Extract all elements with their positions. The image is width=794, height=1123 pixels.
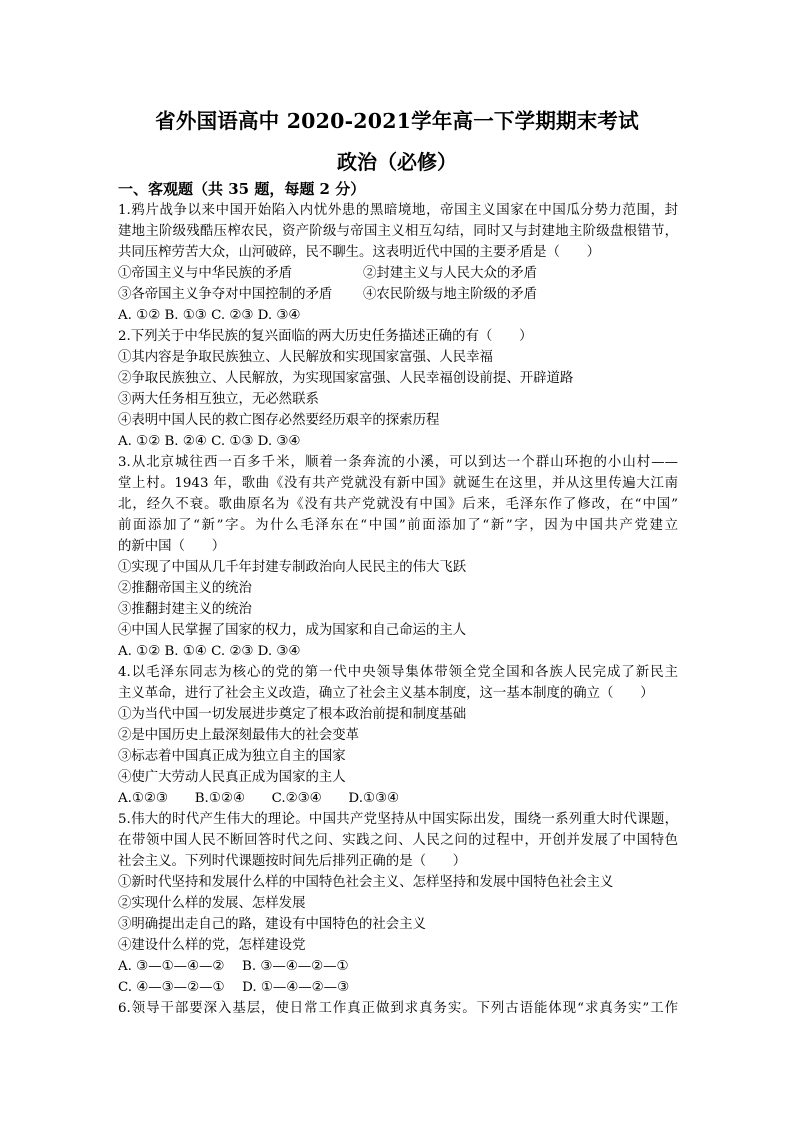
q2-option-3: ③两大任务相互独立，无必然联系 (118, 392, 319, 407)
q2-option-4: ④表明中国人民的救亡图存必然要经历艰辛的探索历程 (118, 413, 440, 428)
q5-answer-choices: C. ④—③—②—① D. ①—④—②—③ (118, 980, 350, 995)
q5-stem-line: 在带领中国人民不断回答时代之问、实践之问、人民之问的过程中，开创并发展了中国特色 (118, 833, 678, 848)
q1-stem-line: 1.鸦片战争以来中国开始陷入内忧外患的黑暗境地，帝国主义国家在中国瓜分势力范围，封 (118, 203, 678, 218)
q3-stem-line: 3.从北京城往西一百多千米，顺着一条奔流的小溪，可以到达一个群山环抱的小山村—— (118, 455, 678, 470)
exam-subtitle: 政治（必修） (337, 150, 457, 174)
q5-option-3: ③明确提出走自己的路，建设有中国特色的社会主义 (118, 917, 426, 932)
q1-options-row (118, 284, 678, 305)
section-heading: 一、客观题（共 35 题，每题 2 分） (118, 180, 366, 198)
q2-answer-choices: A. ①② B. ②④ C. ①③ D. ③④ (118, 434, 301, 449)
q1-answer-choices: A. ①② B. ①③ C. ②③ D. ③④ (118, 308, 301, 323)
q3-stem-line: 堂上村。1943 年，歌曲《没有共产党就没有新中国》就诞生在这里，并从这里传遍大江南 (118, 476, 678, 491)
q1-option-1: ①帝国主义与中华民族的矛盾 (118, 266, 293, 281)
q2-stem-line: 2.下列关于中华民族的复兴面临的两大历史任务描述正确的有（ ） (118, 329, 533, 344)
q1-option-2: ②封建主义与人民大众的矛盾 (363, 266, 538, 281)
q4-option-1: ①为当代中国一切发展进步奠定了根本政治前提和制度基础 (118, 707, 467, 722)
q4-stem-line: 主义革命，进行了社会主义改造，确立了社会主义基本制度，这一基本制度的确立（ ） (118, 686, 654, 701)
q2-option-2: ②争取民族独立、人民解放，为实现国家富强、人民幸福创设前提、开辟道路 (118, 371, 574, 386)
q4-answer-choices: A.①②③ B.①②④ C.②③④ D.①③④ (118, 791, 399, 806)
q5-answer-choices: A. ③—①—④—② B. ③—④—②—① (118, 959, 349, 974)
q1-option-3: ③各帝国主义争夺对中国控制的矛盾 (118, 287, 333, 302)
q3-stem-line: 北，经久不衰。歌曲原名为《没有共产党就没有中国》后来，毛泽东作了修改，在“中国” (118, 497, 678, 512)
q1-options-row (118, 263, 678, 284)
q3-option-3: ③推翻封建主义的统治 (118, 602, 252, 617)
q4-option-2: ②是中国历史上最深刻最伟大的社会变革 (118, 728, 360, 743)
q4-option-3: ③标志着中国真正成为独立自主的国家 (118, 749, 346, 764)
q1-stem-line: 建地主阶级残酷压榨农民，资产阶级与帝国主义相互勾结，同时又与封建地主阶级盘根错节， (118, 224, 678, 239)
q5-option-4: ④建设什么样的党，怎样建设党 (118, 938, 306, 953)
q6-stem-line: 6.领导干部要深入基层，使日常工作真正做到求真务实。下列古语能体现“求真务实”工作 (118, 1001, 678, 1016)
q3-option-2: ②推翻帝国主义的统治 (118, 581, 252, 596)
q3-stem-line: 的新中国（ ） (118, 539, 226, 554)
q4-stem-line: 4.以毛泽东同志为核心的党的第一代中央领导集体带领全党全国和各族人民完成了新民主 (118, 665, 678, 680)
q5-option-2: ②实现什么样的发展、怎样发展 (118, 896, 306, 911)
q3-option-4: ④中国人民掌握了国家的权力，成为国家和自己命运的主人 (118, 623, 467, 638)
exam-title: 省外国语高中 2020-2021学年高一下学期期末考试 (155, 109, 639, 133)
q3-option-1: ①实现了中国从几千年封建专制政治向人民民主的伟大飞跃 (118, 560, 467, 575)
q5-option-1: ①新时代坚持和发展什么样的中国特色社会主义、怎样坚持和发展中国特色社会主义 (118, 875, 614, 890)
questions-body (118, 200, 678, 1019)
q3-stem-line: 前面添加了“新”字。为什么毛泽东在“中国”前面添加了“新”字，因为中国共产党建立 (118, 518, 678, 533)
q2-option-1: ①其内容是争取民族独立、人民解放和实现国家富强、人民幸福 (118, 350, 493, 365)
q4-option-4: ④使广大劳动人民真正成为国家的主人 (118, 770, 346, 785)
q1-stem-line: 共同压榨劳苦大众，山河破碎，民不聊生。这表明近代中国的主要矛盾是（ ） (118, 245, 601, 260)
q5-stem-line: 社会主义。下列时代课题按时间先后排列正确的是（ ） (118, 854, 467, 869)
q5-stem-line: 5.伟大的时代产生伟大的理论。中国共产党坚持从中国实际出发，围绕一系列重大时代课题， (118, 812, 678, 827)
q1-option-4: ④农民阶级与地主阶级的矛盾 (363, 287, 538, 302)
q3-answer-choices: A. ①② B. ①④ C. ②③ D. ③④ (118, 644, 301, 659)
